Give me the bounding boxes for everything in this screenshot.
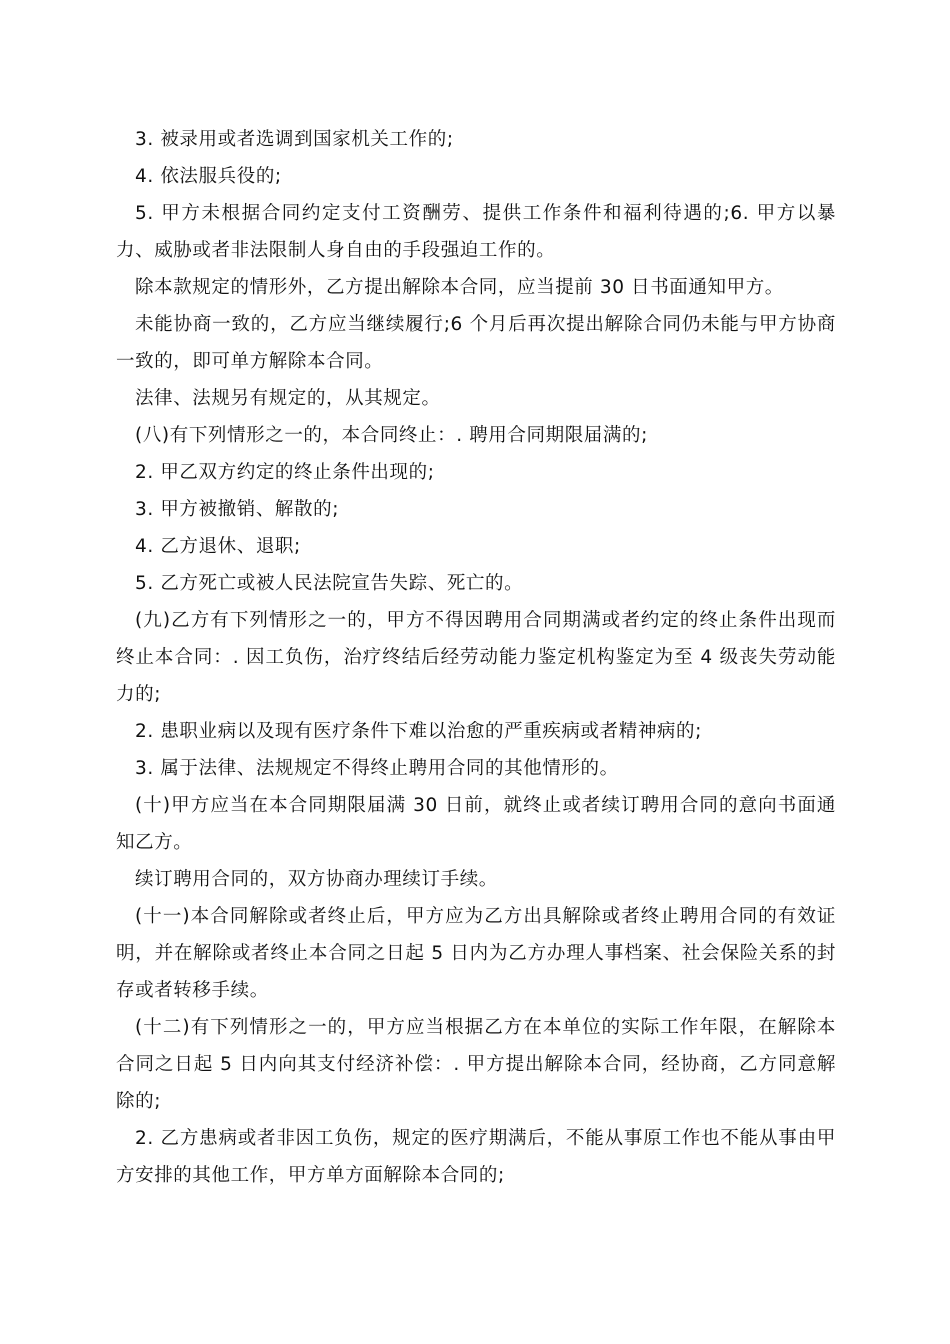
paragraph-section-12-compensation: (十二)有下列情形之一的，甲方应当根据乙方在本单位的实际工作年限，在解除本合同之日起 5 日内向其支付经济补偿：. 甲方提出解除本合同，经协商，乙方同意解除的; <box>116 1017 836 1112</box>
paragraph-8-item-2: 2. 甲乙双方约定的终止条件出现的; <box>135 462 435 483</box>
paragraph-8-item-5: 5. 乙方死亡或被人民法院宣告失踪、死亡的。 <box>135 573 524 594</box>
paragraph-12-item-2: 2. 乙方患病或者非因工负伤，规定的医疗期满后，不能从事原工作也不能从事由甲方安排的其他工作，甲方单方面解除本合同的; <box>116 1128 836 1186</box>
paragraph-renewal-procedure: 续订聘用合同的，双方协商办理续订手续。 <box>135 869 498 890</box>
document-body <box>116 121 836 1194</box>
paragraph-section-10-renewal-notice: (十)甲方应当在本合同期限届满 30 日前，就终止或者续订聘用合同的意向书面通知乙方。 <box>116 795 836 853</box>
paragraph-no-agreement: 未能协商一致的，乙方应当继续履行;6 个月后再次提出解除合同仍未能与甲方协商一致的，即可单方解除本合同。 <box>116 314 836 372</box>
paragraph-section-8-termination: (八)有下列情形之一的，本合同终止：. 聘用合同期限届满的; <box>135 425 648 446</box>
paragraph-other-laws: 法律、法规另有规定的，从其规定。 <box>135 388 441 409</box>
paragraph-section-11-certificate: (十一)本合同解除或者终止后，甲方应为乙方出具解除或者终止聘用合同的有效证明，并在解除或者终止本合同之日起 5 日内为乙方办理人事档案、社会保险关系的封存或者转移手续。 <box>116 906 836 1001</box>
paragraph-items-5-6-employer-breach: 5. 甲方未根据合同约定支付工资酬劳、提供工作条件和福利待遇的;6. 甲方以暴力、威胁或者非法限制人身自由的手段强迫工作的。 <box>116 203 836 261</box>
paragraph-9-item-3: 3. 属于法律、法规规定不得终止聘用合同的其他情形的。 <box>135 758 619 779</box>
paragraph-notice-30-days: 除本款规定的情形外，乙方提出解除本合同，应当提前 30 日书面通知甲方。 <box>135 277 784 298</box>
paragraph-item-4-military-service: 4. 依法服兵役的; <box>135 166 282 187</box>
paragraph-item-3-recruited: 3. 被录用或者选调到国家机关工作的; <box>135 129 454 150</box>
paragraph-9-item-2: 2. 患职业病以及现有医疗条件下难以治愈的严重疾病或者精神病的; <box>135 721 702 742</box>
paragraph-8-item-3: 3. 甲方被撤销、解散的; <box>135 499 340 520</box>
paragraph-8-item-4: 4. 乙方退休、退职; <box>135 536 301 557</box>
paragraph-section-9-no-termination: (九)乙方有下列情形之一的，甲方不得因聘用合同期满或者约定的终止条件出现而终止本合同：. 因工负伤，治疗终结后经劳动能力鉴定机构鉴定为至 4 级丧失劳动能力的; <box>116 610 836 705</box>
